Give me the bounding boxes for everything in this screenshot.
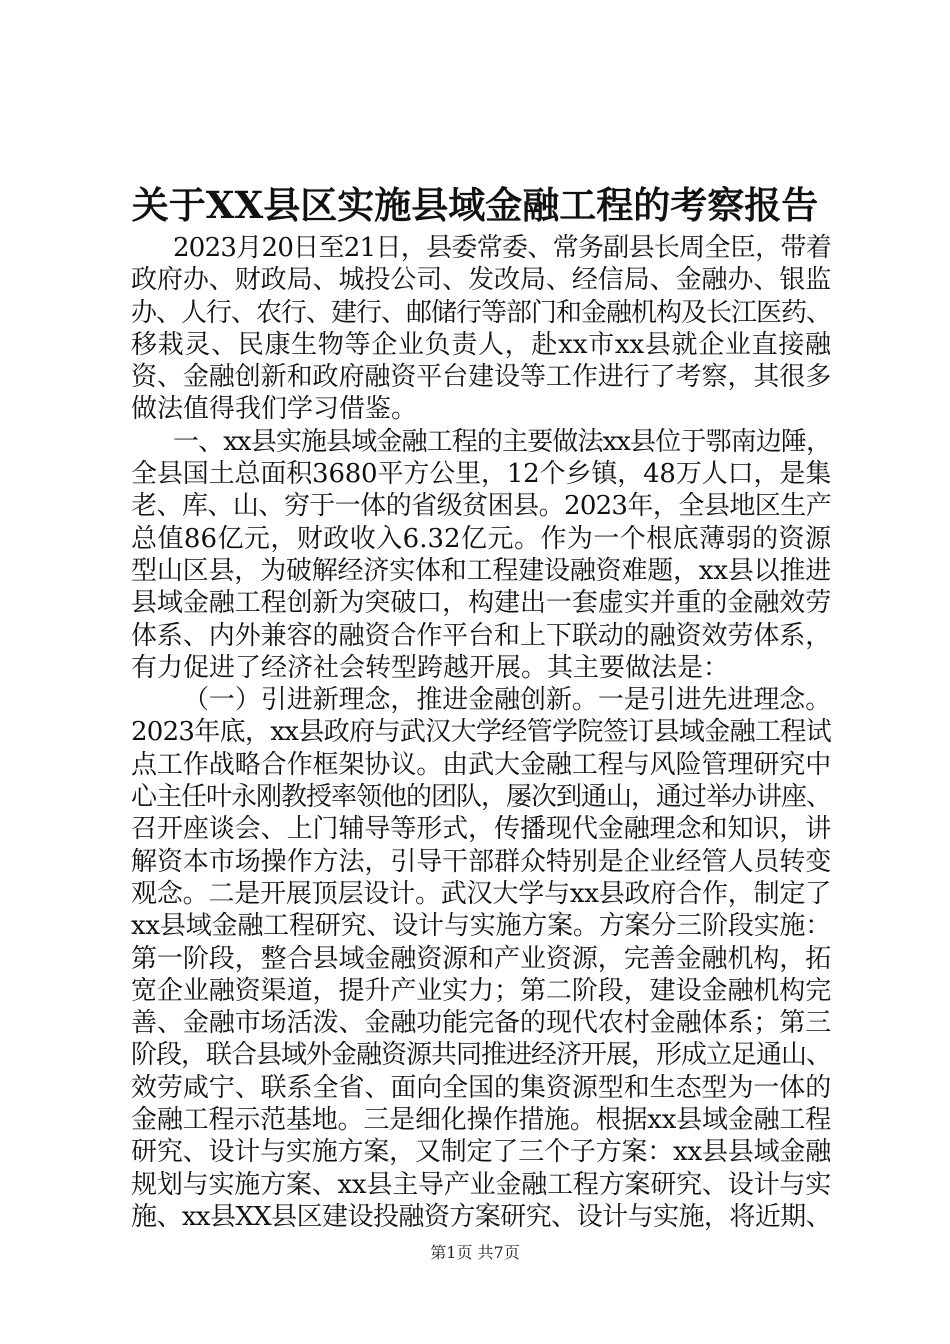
paragraph-subsection-one: [131, 684, 831, 1233]
text-line: 资、金融创新和政府融资平台建设等工作进行了考察，其很多: [131, 362, 831, 393]
text-line: 观念。二是开展顶层设计。武汉大学与xx县政府合作，制定了: [131, 878, 831, 909]
text-line: 施、xx县XX县区建设投融资方案研究、设计与实施，将近期、: [131, 1201, 831, 1232]
text-line: 宽企业融资渠道，提升产业实力；第二阶段，建设金融机构完: [131, 975, 831, 1006]
text-line: 体系、内外兼容的融资合作平台和上下联动的融资效劳体系，: [131, 620, 831, 651]
document-title: 关于XX县区实施县域金融工程的考察报告: [131, 183, 819, 227]
text-line: 点工作战略合作框架协议。由武大金融工程与风险管理研究中: [131, 749, 831, 780]
text-line: 做法值得我们学习借鉴。: [131, 394, 418, 425]
text-line: 全县国土总面积3680平方公里，12个乡镇，48万人口，是集: [131, 459, 831, 490]
text-line: xx县域金融工程研究、设计与实施方案。方案分三阶段实施：: [131, 911, 831, 942]
text-line: 一、xx县实施县域金融工程的主要做法xx县位于鄂南边陲，: [173, 426, 831, 457]
paragraph-section-one: [131, 426, 831, 684]
text-line: 办、人行、农行、建行、邮储行等部门和金融机构及长江医药、: [131, 297, 832, 328]
text-line: 型山区县，为破解经济实体和工程建设融资难题，xx县以推进: [131, 555, 831, 586]
text-line: 第一阶段，整合县域金融资源和产业资源，完善金融机构，拓: [131, 943, 831, 974]
text-line: 县域金融工程创新为突破口，构建出一套虚实并重的金融效劳: [131, 588, 831, 619]
text-line: 政府办、财政局、城投公司、发改局、经信局、金融办、银监: [131, 265, 831, 296]
text-line: 规划与实施方案、xx县主导产业金融工程方案研究、设计与实: [131, 1169, 831, 1200]
text-line: 心主任叶永刚教授率领他的团队，屡次到通山，通过举办讲座、: [131, 782, 832, 813]
text-line: 解资本市场操作方法，引导干部群众特别是企业经管人员转变: [131, 846, 831, 877]
text-line: 效劳咸宁、联系全省、面向全国的集资源型和生态型为一体的: [131, 1072, 831, 1103]
text-line: 召开座谈会、上门辅导等形式，传播现代金融理念和知识，讲: [131, 814, 831, 845]
page-number-footer: 第1页 共7页: [430, 1243, 520, 1262]
text-line: 2023年底，xx县政府与武汉大学经管学院签订县域金融工程试: [131, 717, 831, 748]
text-line: 有力促进了经济社会转型跨越开展。其主要做法是：: [131, 652, 730, 683]
text-line: （一）引进新理念，推进金融创新。一是引进先进理念。: [183, 685, 831, 716]
text-line: 老、库、山、穷于一体的省级贫困县。2023年，全县地区生产: [131, 491, 831, 522]
text-line: 金融工程示范基地。三是细化操作措施。根据xx县域金融工程: [131, 1105, 831, 1136]
paragraph-intro: [131, 232, 831, 426]
document-body: [131, 232, 831, 1233]
text-line: 2023月20日至21日，县委常委、常务副县长周全臣，带着: [173, 233, 831, 263]
text-line: 善、金融市场活泼、金融功能完备的现代农村金融体系；第三: [131, 1008, 831, 1039]
text-line: 研究、设计与实施方案，又制定了三个子方案：xx县县域金融: [131, 1137, 831, 1168]
text-line: 总值86亿元，财政收入6.32亿元。作为一个根底薄弱的资源: [131, 523, 831, 554]
text-line: 移栽灵、民康生物等企业负责人，赴xx市xx县就企业直接融: [131, 329, 831, 360]
text-line: 阶段，联合县域外金融资源共同推进经济开展，形成立足通山、: [131, 1040, 832, 1071]
